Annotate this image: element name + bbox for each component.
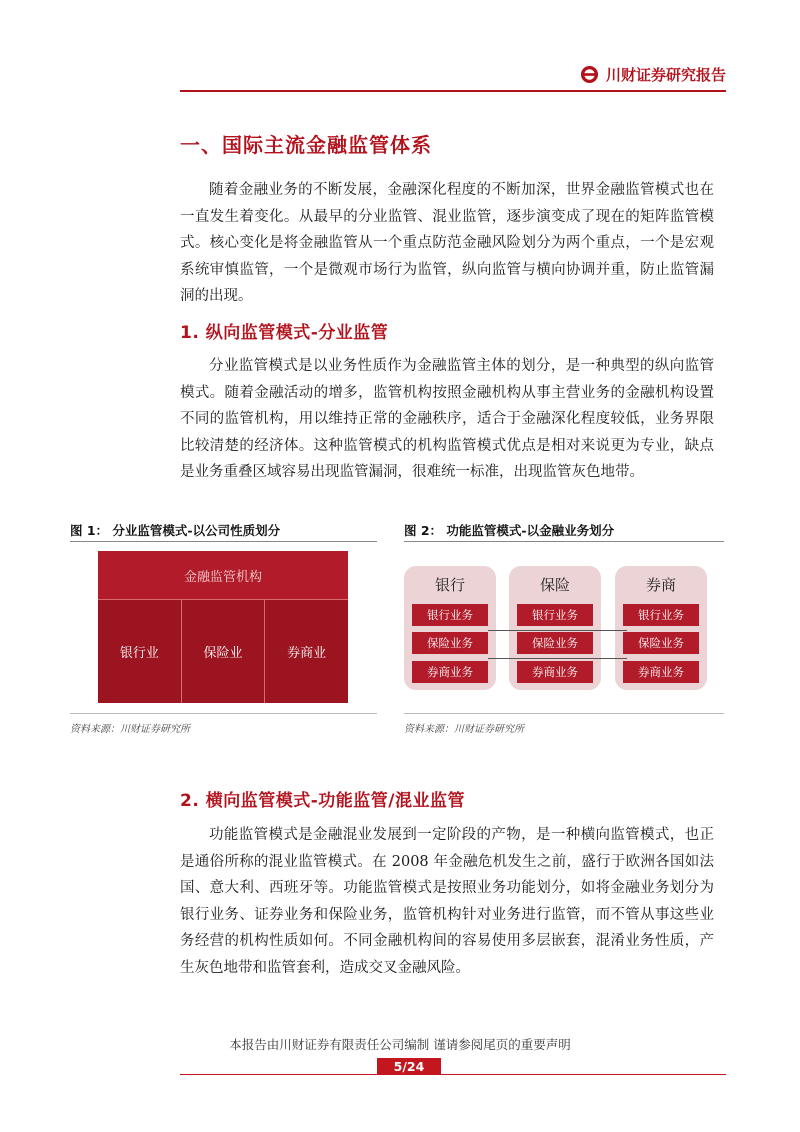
figure2-column-insurance [509,566,601,690]
figure2-caption: 图 2： 功能监管模式-以金融业务划分 [404,523,615,538]
figure1-bottom-rule [70,713,377,714]
figure2-column-title: 保险 [539,576,570,594]
figure2-item: 券商业务 [623,661,699,683]
footer-divider [180,1074,726,1075]
horizontal-regulation-paragraph: 功能监管模式是金融混业发展到一定阶段的产物，是一种横向监管模式，也正是通俗所称的混业监管模式。在 2008 年金融危机发生之前，盛行于欧洲各国如法国、意大利、西班牙等。功能监管模式是按照业务功能划分，如将金融业务划分为银行业务、证券业务和保险业务，监管机构针对业务进行监管，而不管从事这些业务经营的机构性质如何。不同金融机构间的容易使用多层嵌套，混淆业务性质，产生灰色地带和监管套利，造成交叉金融风险。 [180,827,714,976]
figure2-item: 保险业务 [517,632,593,654]
figure2-item: 银行业务 [623,604,699,626]
figure2-connector-line [488,630,627,631]
figure1-sector-insurance: 保险业 [181,599,265,703]
figure1-regulator-box: 金融监管机构 [98,551,348,599]
figure2-column-title: 银行 [434,576,465,594]
figure1-source: 资料来源：川财证券研究所 [70,724,190,735]
figure1-caption: 图 1： 分业监管模式-以公司性质划分 [70,523,281,538]
figure2-item: 银行业务 [412,604,488,626]
figure2-column-securities [615,566,707,690]
header-brand [580,64,726,85]
brand-name: 川财证券研究报告 [605,66,726,84]
figure2-column-title: 券商 [645,576,676,594]
figure1-sector-banking: 银行业 [98,599,181,703]
section-intro-paragraph: 随着金融业务的不断发展，金融深化程度的不断加深，世界金融监管模式也在一直发生着变化。从最早的分业监管、混业监管，逐步演变成了现在的矩阵监管模式。核心变化是将金融监管从一个重点防范金融风险划分为两个重点，一个是宏观系统审慎监管，一个是微观市场行为监管，纵向监管与横向协调并重，防止监管漏洞的出现。 [180,182,714,305]
figure2-item: 保险业务 [623,632,699,654]
figure1-top-rule [70,541,377,542]
footer-statement: 本报告由川财证券有限责任公司编制 谨请参阅尾页的重要声明 [229,1037,571,1052]
vertical-regulation-paragraph: 分业监管模式是以业务性质作为金融监管主体的划分，是一种典型的纵向监管模式。随着金融活动的增多，监管机构按照金融机构从事主营业务的金融机构设置不同的监管机构，用以维持正常的金融秩序，适合于金融深化程度较低，业务界限比较清楚的经济体。这种监管模式的机构监管模式优点是相对来说更为专业，缺点是业务重叠区域容易出现监管漏洞，很难统一标准，出现监管灰色地带。 [180,358,714,481]
figure2-connector-line [488,658,627,659]
figure1-sector-securities: 券商业 [264,599,348,703]
figure2-item: 保险业务 [412,632,488,654]
figure2-top-rule [404,541,724,542]
header-divider [180,90,726,92]
figure2-bottom-rule [404,713,724,714]
figure2-item: 银行业务 [517,604,593,626]
section-title: 一、国际主流金融监管体系 [180,133,432,157]
figure2-item: 券商业务 [412,661,488,683]
figure2-column-bank [404,566,496,690]
figure2-source: 资料来源：川财证券研究所 [404,724,524,735]
subsection-title-horizontal: 2. 横向监管模式-功能监管/混业监管 [180,791,465,811]
subsection-title-vertical: 1. 纵向监管模式-分业监管 [180,323,389,343]
figure2-item: 券商业务 [517,661,593,683]
page-number: 5/24 [377,1058,441,1074]
chuancai-logo-icon [580,65,599,84]
figure1-diagram [98,551,348,703]
figure1-sector-row [98,599,348,703]
